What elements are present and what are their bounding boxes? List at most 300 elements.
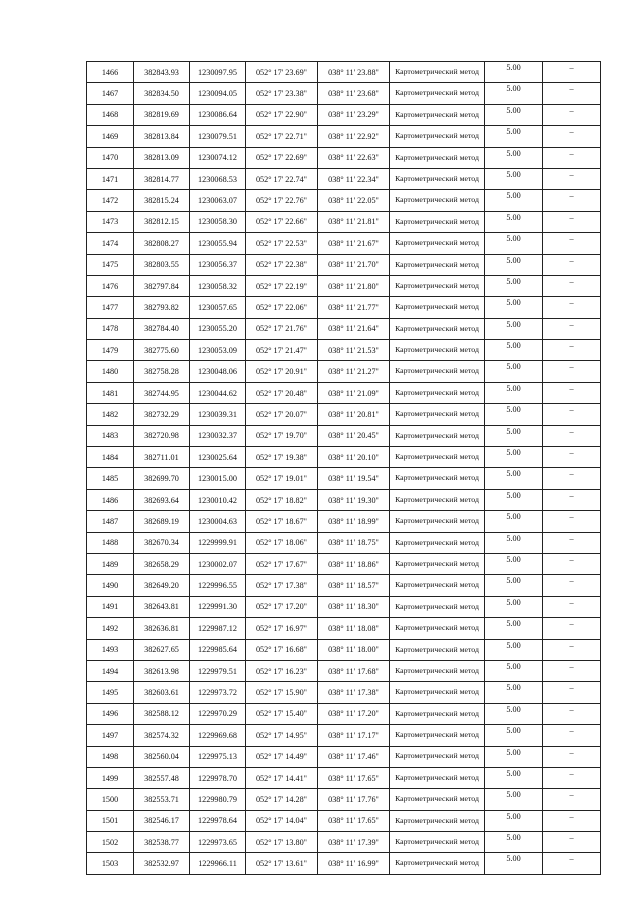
y-coordinate-cell: 1229975.13 [190, 746, 246, 767]
longitude-cell: 038° 11' 17.38" [318, 682, 390, 703]
table-row [87, 126, 601, 147]
x-coordinate-cell: 382784.40 [134, 318, 190, 339]
longitude-cell: 038° 11' 17.76" [318, 789, 390, 810]
x-coordinate-cell: 382803.55 [134, 254, 190, 275]
method-cell: Картометрический метод [390, 575, 485, 596]
method-cell: Картометрический метод [390, 62, 485, 83]
point-number-cell: 1500 [87, 789, 134, 810]
longitude-cell: 038° 11' 21.80" [318, 275, 390, 296]
y-coordinate-cell: 1229999.91 [190, 532, 246, 553]
note-cell: – [543, 832, 601, 853]
x-coordinate-cell: 382689.19 [134, 511, 190, 532]
method-cell: Картометрический метод [390, 853, 485, 874]
method-cell: Картометрический метод [390, 382, 485, 403]
point-number-cell: 1498 [87, 746, 134, 767]
longitude-cell: 038° 11' 21.64" [318, 318, 390, 339]
method-cell: Картометрический метод [390, 104, 485, 125]
longitude-cell: 038° 11' 20.81" [318, 404, 390, 425]
method-cell: Картометрический метод [390, 447, 485, 468]
point-number-cell: 1470 [87, 147, 134, 168]
x-coordinate-cell: 382758.28 [134, 361, 190, 382]
y-coordinate-cell: 1230097.95 [190, 62, 246, 83]
accuracy-cell: 5.00 [485, 660, 543, 681]
x-coordinate-cell: 382819.69 [134, 104, 190, 125]
latitude-cell: 052° 17' 18.06" [246, 532, 318, 553]
note-cell: – [543, 297, 601, 318]
latitude-cell: 052° 17' 16.68" [246, 639, 318, 660]
accuracy-cell: 5.00 [485, 211, 543, 232]
longitude-cell: 038° 11' 18.99" [318, 511, 390, 532]
table-row [87, 468, 601, 489]
note-cell: – [543, 447, 601, 468]
x-coordinate-cell: 382812.15 [134, 211, 190, 232]
method-cell: Картометрический метод [390, 425, 485, 446]
accuracy-cell: 5.00 [485, 361, 543, 382]
latitude-cell: 052° 17' 22.76" [246, 190, 318, 211]
longitude-cell: 038° 11' 17.65" [318, 767, 390, 788]
latitude-cell: 052° 17' 19.70" [246, 425, 318, 446]
longitude-cell: 038° 11' 17.39" [318, 832, 390, 853]
point-number-cell: 1473 [87, 211, 134, 232]
y-coordinate-cell: 1229973.72 [190, 682, 246, 703]
table-row [87, 832, 601, 853]
longitude-cell: 038° 11' 20.10" [318, 447, 390, 468]
x-coordinate-cell: 382670.34 [134, 532, 190, 553]
longitude-cell: 038° 11' 17.46" [318, 746, 390, 767]
method-cell: Картометрический метод [390, 190, 485, 211]
note-cell: – [543, 382, 601, 403]
accuracy-cell: 5.00 [485, 725, 543, 746]
y-coordinate-cell: 1230058.30 [190, 211, 246, 232]
note-cell: – [543, 553, 601, 574]
note-cell: – [543, 532, 601, 553]
accuracy-cell: 5.00 [485, 553, 543, 574]
table-row [87, 682, 601, 703]
table-row [87, 853, 601, 874]
point-number-cell: 1494 [87, 660, 134, 681]
note-cell: – [543, 233, 601, 254]
latitude-cell: 052° 17' 23.69" [246, 62, 318, 83]
point-number-cell: 1491 [87, 596, 134, 617]
accuracy-cell: 5.00 [485, 853, 543, 874]
latitude-cell: 052° 17' 22.38" [246, 254, 318, 275]
y-coordinate-cell: 1230048.06 [190, 361, 246, 382]
longitude-cell: 038° 11' 18.30" [318, 596, 390, 617]
y-coordinate-cell: 1230094.05 [190, 83, 246, 104]
longitude-cell: 038° 11' 23.68" [318, 83, 390, 104]
latitude-cell: 052° 17' 22.74" [246, 168, 318, 189]
x-coordinate-cell: 382813.84 [134, 126, 190, 147]
latitude-cell: 052° 17' 14.41" [246, 767, 318, 788]
table-row [87, 404, 601, 425]
note-cell: – [543, 190, 601, 211]
method-cell: Картометрический метод [390, 168, 485, 189]
latitude-cell: 052° 17' 17.67" [246, 553, 318, 574]
table-row [87, 596, 601, 617]
method-cell: Картометрический метод [390, 511, 485, 532]
method-cell: Картометрический метод [390, 489, 485, 510]
point-number-cell: 1466 [87, 62, 134, 83]
note-cell: – [543, 318, 601, 339]
x-coordinate-cell: 382546.17 [134, 810, 190, 831]
point-number-cell: 1495 [87, 682, 134, 703]
method-cell: Картометрический метод [390, 746, 485, 767]
method-cell: Картометрический метод [390, 126, 485, 147]
table-row [87, 660, 601, 681]
x-coordinate-cell: 382808.27 [134, 233, 190, 254]
note-cell: – [543, 660, 601, 681]
y-coordinate-cell: 1229970.29 [190, 703, 246, 724]
latitude-cell: 052° 17' 14.95" [246, 725, 318, 746]
x-coordinate-cell: 382649.20 [134, 575, 190, 596]
latitude-cell: 052° 17' 22.69" [246, 147, 318, 168]
table-row [87, 233, 601, 254]
y-coordinate-cell: 1229966.11 [190, 853, 246, 874]
method-cell: Картометрический метод [390, 532, 485, 553]
longitude-cell: 038° 11' 21.09" [318, 382, 390, 403]
method-cell: Картометрический метод [390, 361, 485, 382]
accuracy-cell: 5.00 [485, 511, 543, 532]
point-number-cell: 1477 [87, 297, 134, 318]
x-coordinate-cell: 382643.81 [134, 596, 190, 617]
longitude-cell: 038° 11' 21.81" [318, 211, 390, 232]
note-cell: – [543, 468, 601, 489]
accuracy-cell: 5.00 [485, 489, 543, 510]
note-cell: – [543, 126, 601, 147]
table-row [87, 575, 601, 596]
longitude-cell: 038° 11' 21.77" [318, 297, 390, 318]
longitude-cell: 038° 11' 18.86" [318, 553, 390, 574]
method-cell: Картометрический метод [390, 404, 485, 425]
table-row [87, 168, 601, 189]
accuracy-cell: 5.00 [485, 104, 543, 125]
point-number-cell: 1467 [87, 83, 134, 104]
note-cell: – [543, 596, 601, 617]
x-coordinate-cell: 382834.50 [134, 83, 190, 104]
note-cell: – [543, 62, 601, 83]
method-cell: Картометрический метод [390, 660, 485, 681]
accuracy-cell: 5.00 [485, 147, 543, 168]
note-cell: – [543, 725, 601, 746]
note-cell: – [543, 147, 601, 168]
note-cell: – [543, 703, 601, 724]
method-cell: Картометрический метод [390, 618, 485, 639]
table-row [87, 361, 601, 382]
latitude-cell: 052° 17' 19.38" [246, 447, 318, 468]
latitude-cell: 052° 17' 20.07" [246, 404, 318, 425]
table-row [87, 767, 601, 788]
x-coordinate-cell: 382720.98 [134, 425, 190, 446]
x-coordinate-cell: 382532.97 [134, 853, 190, 874]
longitude-cell: 038° 11' 18.75" [318, 532, 390, 553]
method-cell: Картометрический метод [390, 725, 485, 746]
note-cell: – [543, 275, 601, 296]
table-row [87, 340, 601, 361]
latitude-cell: 052° 17' 19.01" [246, 468, 318, 489]
point-number-cell: 1490 [87, 575, 134, 596]
latitude-cell: 052° 17' 14.49" [246, 746, 318, 767]
point-number-cell: 1483 [87, 425, 134, 446]
method-cell: Картометрический метод [390, 233, 485, 254]
y-coordinate-cell: 1230056.37 [190, 254, 246, 275]
accuracy-cell: 5.00 [485, 297, 543, 318]
accuracy-cell: 5.00 [485, 789, 543, 810]
x-coordinate-cell: 382557.48 [134, 767, 190, 788]
point-number-cell: 1480 [87, 361, 134, 382]
latitude-cell: 052° 17' 18.67" [246, 511, 318, 532]
method-cell: Картометрический метод [390, 468, 485, 489]
y-coordinate-cell: 1230055.94 [190, 233, 246, 254]
accuracy-cell: 5.00 [485, 682, 543, 703]
table-row [87, 190, 601, 211]
longitude-cell: 038° 11' 18.00" [318, 639, 390, 660]
y-coordinate-cell: 1230057.65 [190, 297, 246, 318]
latitude-cell: 052° 17' 22.66" [246, 211, 318, 232]
longitude-cell: 038° 11' 21.53" [318, 340, 390, 361]
method-cell: Картометрический метод [390, 147, 485, 168]
point-number-cell: 1501 [87, 810, 134, 831]
table-row [87, 789, 601, 810]
point-number-cell: 1486 [87, 489, 134, 510]
table-row [87, 703, 601, 724]
longitude-cell: 038° 11' 23.88" [318, 62, 390, 83]
point-number-cell: 1496 [87, 703, 134, 724]
longitude-cell: 038° 11' 17.20" [318, 703, 390, 724]
table-row [87, 639, 601, 660]
x-coordinate-cell: 382711.01 [134, 447, 190, 468]
accuracy-cell: 5.00 [485, 404, 543, 425]
method-cell: Картометрический метод [390, 596, 485, 617]
method-cell: Картометрический метод [390, 810, 485, 831]
latitude-cell: 052° 17' 22.06" [246, 297, 318, 318]
method-cell: Картометрический метод [390, 83, 485, 104]
method-cell: Картометрический метод [390, 340, 485, 361]
note-cell: – [543, 810, 601, 831]
point-number-cell: 1499 [87, 767, 134, 788]
latitude-cell: 052° 17' 21.76" [246, 318, 318, 339]
y-coordinate-cell: 1229979.51 [190, 660, 246, 681]
accuracy-cell: 5.00 [485, 468, 543, 489]
longitude-cell: 038° 11' 21.70" [318, 254, 390, 275]
note-cell: – [543, 853, 601, 874]
accuracy-cell: 5.00 [485, 254, 543, 275]
table-row [87, 511, 601, 532]
note-cell: – [543, 789, 601, 810]
table-row [87, 104, 601, 125]
x-coordinate-cell: 382588.12 [134, 703, 190, 724]
method-cell: Картометрический метод [390, 275, 485, 296]
latitude-cell: 052° 17' 16.97" [246, 618, 318, 639]
latitude-cell: 052° 17' 23.38" [246, 83, 318, 104]
y-coordinate-cell: 1230032.37 [190, 425, 246, 446]
latitude-cell: 052° 17' 13.61" [246, 853, 318, 874]
longitude-cell: 038° 11' 18.57" [318, 575, 390, 596]
y-coordinate-cell: 1230039.31 [190, 404, 246, 425]
note-cell: – [543, 618, 601, 639]
table-row [87, 425, 601, 446]
x-coordinate-cell: 382553.71 [134, 789, 190, 810]
latitude-cell: 052° 17' 22.90" [246, 104, 318, 125]
method-cell: Картометрический метод [390, 832, 485, 853]
latitude-cell: 052° 17' 18.82" [246, 489, 318, 510]
method-cell: Картометрический метод [390, 767, 485, 788]
accuracy-cell: 5.00 [485, 62, 543, 83]
point-number-cell: 1476 [87, 275, 134, 296]
x-coordinate-cell: 382699.70 [134, 468, 190, 489]
point-number-cell: 1471 [87, 168, 134, 189]
x-coordinate-cell: 382843.93 [134, 62, 190, 83]
point-number-cell: 1478 [87, 318, 134, 339]
latitude-cell: 052° 17' 14.04" [246, 810, 318, 831]
method-cell: Картометрический метод [390, 254, 485, 275]
point-number-cell: 1493 [87, 639, 134, 660]
point-number-cell: 1488 [87, 532, 134, 553]
method-cell: Картометрический метод [390, 211, 485, 232]
accuracy-cell: 5.00 [485, 447, 543, 468]
table-row [87, 211, 601, 232]
point-number-cell: 1469 [87, 126, 134, 147]
table-row [87, 746, 601, 767]
note-cell: – [543, 254, 601, 275]
accuracy-cell: 5.00 [485, 382, 543, 403]
table-row [87, 147, 601, 168]
longitude-cell: 038° 11' 22.63" [318, 147, 390, 168]
latitude-cell: 052° 17' 17.38" [246, 575, 318, 596]
accuracy-cell: 5.00 [485, 746, 543, 767]
latitude-cell: 052° 17' 20.91" [246, 361, 318, 382]
coordinates-table-body [87, 62, 601, 875]
accuracy-cell: 5.00 [485, 832, 543, 853]
note-cell: – [543, 511, 601, 532]
accuracy-cell: 5.00 [485, 233, 543, 254]
accuracy-cell: 5.00 [485, 340, 543, 361]
coordinates-table [86, 61, 601, 875]
y-coordinate-cell: 1230044.62 [190, 382, 246, 403]
point-number-cell: 1497 [87, 725, 134, 746]
longitude-cell: 038° 11' 23.29" [318, 104, 390, 125]
x-coordinate-cell: 382658.29 [134, 553, 190, 574]
latitude-cell: 052° 17' 13.80" [246, 832, 318, 853]
y-coordinate-cell: 1230015.00 [190, 468, 246, 489]
y-coordinate-cell: 1230079.51 [190, 126, 246, 147]
x-coordinate-cell: 382797.84 [134, 275, 190, 296]
accuracy-cell: 5.00 [485, 618, 543, 639]
method-cell: Картометрический метод [390, 639, 485, 660]
note-cell: – [543, 340, 601, 361]
table-row [87, 725, 601, 746]
longitude-cell: 038° 11' 22.05" [318, 190, 390, 211]
coordinates-sheet [86, 61, 601, 875]
point-number-cell: 1479 [87, 340, 134, 361]
latitude-cell: 052° 17' 17.20" [246, 596, 318, 617]
table-row [87, 254, 601, 275]
x-coordinate-cell: 382574.32 [134, 725, 190, 746]
point-number-cell: 1489 [87, 553, 134, 574]
latitude-cell: 052° 17' 20.48" [246, 382, 318, 403]
y-coordinate-cell: 1230010.42 [190, 489, 246, 510]
x-coordinate-cell: 382636.81 [134, 618, 190, 639]
x-coordinate-cell: 382603.61 [134, 682, 190, 703]
accuracy-cell: 5.00 [485, 168, 543, 189]
method-cell: Картометрический метод [390, 789, 485, 810]
x-coordinate-cell: 382775.60 [134, 340, 190, 361]
table-row [87, 297, 601, 318]
longitude-cell: 038° 11' 17.17" [318, 725, 390, 746]
table-row [87, 532, 601, 553]
point-number-cell: 1492 [87, 618, 134, 639]
x-coordinate-cell: 382793.82 [134, 297, 190, 318]
note-cell: – [543, 639, 601, 660]
y-coordinate-cell: 1229980.79 [190, 789, 246, 810]
y-coordinate-cell: 1230053.09 [190, 340, 246, 361]
longitude-cell: 038° 11' 19.54" [318, 468, 390, 489]
method-cell: Картометрический метод [390, 318, 485, 339]
point-number-cell: 1468 [87, 104, 134, 125]
note-cell: – [543, 746, 601, 767]
point-number-cell: 1485 [87, 468, 134, 489]
accuracy-cell: 5.00 [485, 425, 543, 446]
x-coordinate-cell: 382744.95 [134, 382, 190, 403]
x-coordinate-cell: 382815.24 [134, 190, 190, 211]
note-cell: – [543, 767, 601, 788]
longitude-cell: 038° 11' 16.99" [318, 853, 390, 874]
y-coordinate-cell: 1230055.20 [190, 318, 246, 339]
accuracy-cell: 5.00 [485, 126, 543, 147]
table-row [87, 83, 601, 104]
x-coordinate-cell: 382732.29 [134, 404, 190, 425]
note-cell: – [543, 211, 601, 232]
accuracy-cell: 5.00 [485, 318, 543, 339]
latitude-cell: 052° 17' 15.40" [246, 703, 318, 724]
y-coordinate-cell: 1229978.64 [190, 810, 246, 831]
point-number-cell: 1503 [87, 853, 134, 874]
point-number-cell: 1474 [87, 233, 134, 254]
y-coordinate-cell: 1230058.32 [190, 275, 246, 296]
accuracy-cell: 5.00 [485, 275, 543, 296]
table-row [87, 489, 601, 510]
note-cell: – [543, 682, 601, 703]
accuracy-cell: 5.00 [485, 767, 543, 788]
y-coordinate-cell: 1229996.55 [190, 575, 246, 596]
y-coordinate-cell: 1230004.63 [190, 511, 246, 532]
table-row [87, 553, 601, 574]
y-coordinate-cell: 1230063.07 [190, 190, 246, 211]
point-number-cell: 1484 [87, 447, 134, 468]
longitude-cell: 038° 11' 18.08" [318, 618, 390, 639]
latitude-cell: 052° 17' 16.23" [246, 660, 318, 681]
table-row [87, 275, 601, 296]
note-cell: – [543, 361, 601, 382]
method-cell: Картометрический метод [390, 297, 485, 318]
note-cell: – [543, 104, 601, 125]
y-coordinate-cell: 1230074.12 [190, 147, 246, 168]
x-coordinate-cell: 382627.65 [134, 639, 190, 660]
note-cell: – [543, 575, 601, 596]
longitude-cell: 038° 11' 21.27" [318, 361, 390, 382]
x-coordinate-cell: 382814.77 [134, 168, 190, 189]
accuracy-cell: 5.00 [485, 596, 543, 617]
latitude-cell: 052° 17' 22.71" [246, 126, 318, 147]
longitude-cell: 038° 11' 17.68" [318, 660, 390, 681]
note-cell: – [543, 168, 601, 189]
table-row [87, 62, 601, 83]
accuracy-cell: 5.00 [485, 83, 543, 104]
table-row [87, 318, 601, 339]
x-coordinate-cell: 382538.77 [134, 832, 190, 853]
x-coordinate-cell: 382693.64 [134, 489, 190, 510]
latitude-cell: 052° 17' 14.28" [246, 789, 318, 810]
longitude-cell: 038° 11' 20.45" [318, 425, 390, 446]
